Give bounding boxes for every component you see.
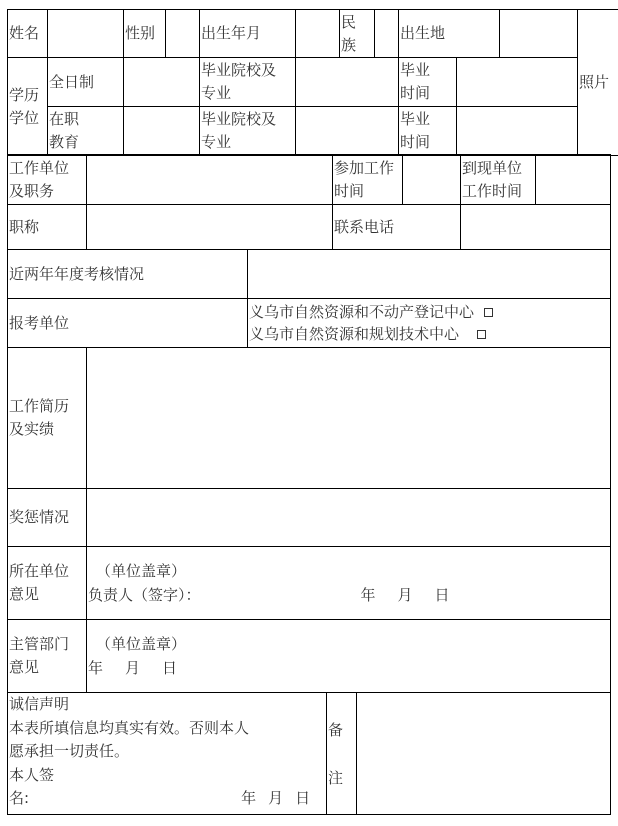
phone-value[interactable] (461, 205, 611, 250)
apply-option-1-checkbox[interactable] (484, 308, 493, 317)
unit-opinion-seal: （单位盖章） (96, 562, 187, 580)
ethnic-value[interactable] (375, 10, 399, 58)
integrity-line-1: 本表所填信息均真实有效。否则本人 (9, 718, 250, 737)
integrity-title: 诚信声明 (9, 695, 70, 713)
education-label: 学历 学位 (8, 58, 48, 156)
join-work-time-value[interactable] (403, 155, 461, 205)
phone-label: 联系电话 (333, 205, 461, 250)
assessment-table (7, 249, 611, 348)
current-unit-time-value[interactable] (536, 155, 611, 205)
inservice-value[interactable] (124, 107, 200, 156)
remarks-value[interactable] (357, 693, 611, 815)
title-value[interactable] (87, 205, 333, 250)
current-unit-time-label: 到现单位 工作时间 (461, 155, 536, 205)
inservice-school-label: 毕业院校及 专业 (200, 107, 296, 156)
integrity-statement (8, 693, 327, 815)
title-label: 职称 (8, 205, 87, 250)
inservice-grad-time-value[interactable] (457, 107, 578, 156)
inservice-grad-time-label: 毕业 时间 (399, 107, 457, 156)
dept-opinion-label: 主管部门 意见 (8, 620, 87, 693)
apply-option-2-checkbox[interactable] (477, 330, 486, 339)
resume-label: 工作简历 及实绩 (8, 348, 87, 489)
opinion-table (7, 347, 611, 693)
resume-value[interactable] (87, 348, 611, 489)
unit-opinion-signature-line: 负责人（签字）： 年 月 日 (88, 586, 450, 604)
gender-label: 性别 (124, 10, 166, 58)
integrity-line-2: 愿承担一切责任。 (9, 742, 130, 760)
birthplace-value[interactable] (500, 10, 578, 58)
remarks-label: 备 注 (327, 693, 357, 815)
fulltime-grad-time-label: 毕业 时间 (399, 58, 457, 107)
unit-opinion-value[interactable] (87, 547, 611, 620)
integrity-table (7, 692, 611, 815)
apply-unit-options (248, 299, 611, 348)
name-value[interactable] (48, 10, 124, 58)
rewards-label: 奖惩情况 (8, 489, 87, 547)
name-label: 姓名 (8, 10, 48, 58)
ethnic-label: 民 族 (340, 10, 375, 58)
fulltime-grad-time-value[interactable] (457, 58, 578, 107)
fulltime-school-label: 毕业院校及 专业 (200, 58, 296, 107)
fulltime-label: 全日制 (48, 58, 124, 107)
apply-option-1[interactable]: 义乌市自然资源和不动产登记中心 (249, 301, 609, 323)
inservice-label: 在职 教育 (48, 107, 124, 156)
birth-label: 出生年月 (200, 10, 296, 58)
assessment-label: 近两年年度考核情况 (8, 250, 248, 299)
unit-opinion-label: 所在单位 意见 (8, 547, 87, 620)
apply-unit-label: 报考单位 (8, 299, 248, 348)
dept-opinion-value[interactable] (87, 620, 611, 693)
dept-opinion-seal: （单位盖章） (96, 635, 187, 653)
work-unit-label: 工作单位 及职务 (8, 155, 87, 205)
integrity-sign-label: 本人签 (9, 765, 55, 784)
gender-value[interactable] (166, 10, 200, 58)
assessment-value[interactable] (248, 250, 611, 299)
work-info-table (7, 154, 611, 250)
fulltime-school-value[interactable] (296, 58, 399, 107)
integrity-sign-date[interactable]: 名: 年 月 日 (9, 789, 311, 807)
rewards-value[interactable] (87, 489, 611, 547)
fulltime-value[interactable] (124, 58, 200, 107)
basic-info-table (7, 9, 618, 156)
apply-option-2[interactable]: 义乌市自然资源和规划技术中心 (249, 323, 609, 345)
photo-cell[interactable]: 照片 (578, 10, 618, 156)
join-work-time-label: 参加工作 时间 (333, 155, 403, 205)
birth-value[interactable] (296, 10, 340, 58)
birthplace-label: 出生地 (399, 10, 500, 58)
work-unit-value[interactable] (87, 155, 333, 205)
dept-opinion-date: 年 月 日 (88, 659, 178, 677)
inservice-school-value[interactable] (296, 107, 399, 156)
